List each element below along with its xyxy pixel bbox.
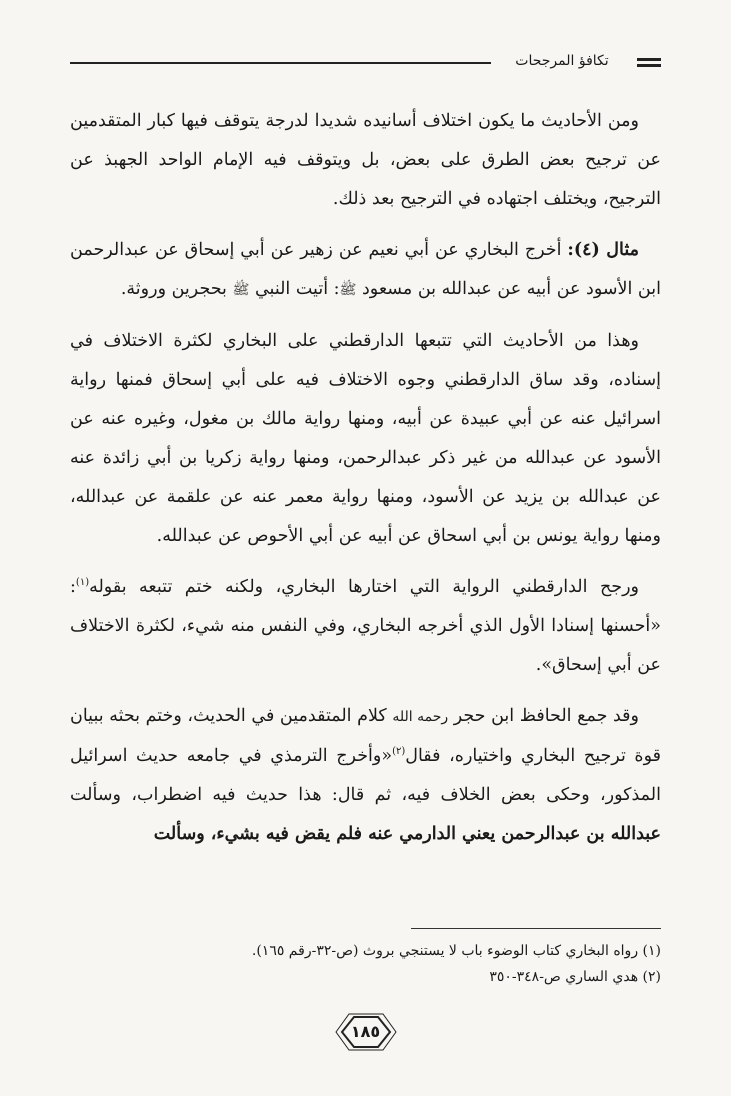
- paragraph-1: ومن الأحاديث ما يكون اختلاف أسانيده شديدا لدرجة يتوقف فيها كبار المتقدمين عن ترجيح بعض الطرق على بعض، بل ويتوقف فيه الإمام الواحد الجهبذ عن الترجيح، ويختلف اجتهاده في الترجيح بعد ذلك.: [70, 111, 661, 209]
- honorific-glyph: ﷺ: [339, 282, 357, 298]
- paragraph-4-text-b: : «أحسنها إسنادا الأول الذي أخرجه البخاري، وفي النفس منه شيء، لكثرة الاختلاف عن أبي إسحاق».: [70, 577, 661, 675]
- footnote-1: (١) رواه البخاري كتاب الوضوء باب لا يستنجي بروث (ص-٣٢-رقم ١٦٥).: [251, 943, 661, 959]
- paragraph-2-text-a: أخرج البخاري عن أبي نعيم عن زهير عن أبي إسحاق عن عبدالرحمن ابن الأسود عن أبيه عن عبدالله بن مسعود: [70, 240, 661, 299]
- page-number-ornament: [334, 1012, 398, 1052]
- footnote-separator: [411, 928, 661, 929]
- paragraph-3: وهذا من الأحاديث التي تتبعها الدارقطني على البخاري لكثرة الاختلاف في إسناده، وقد ساق الدارقطني وجوه الاختلاف فيه على أبي إسحاق فمنها رواية اسرائيل عنه عن أبي عبيدة عن أبيه، ومنها رواية مالك بن مغول، وغيره عنه عن الأسود عن عبدالله من غير ذكر عبدالرحمن، ومنها رواية زكريا بن أبي زائدة عنه عن عبدالله بن يزيد عن الأسود، ومنها رواية معمر عنه عن علقمة عن عبدالله، ومنها رواية يونس بن أبي اسحاق عن أبيه عن أبي الأحوص عن عبدالله.: [70, 331, 661, 546]
- paragraph-2-text-b: : أتيت النبي: [249, 279, 340, 299]
- paragraph-5-bold-text: عبدالله بن عبدالرحمن يعني الدارمي عنه فلم يقض فيه بشيء، وسألت: [153, 824, 661, 844]
- running-header: [70, 48, 661, 76]
- header-ornament-rule: [637, 64, 661, 67]
- page-number: ١٨٥: [350, 1022, 381, 1041]
- honorific-glyph: ﷺ: [232, 282, 250, 298]
- paragraph-5-text-b: كلام المتقدمين في الحديث، وختم بحثه ببيان قوة ترجيح البخاري واختياره، فقال: [70, 706, 662, 766]
- paragraph-2: [70, 231, 661, 310]
- running-title: تكافؤ المرجحات: [515, 53, 609, 69]
- footnote-ref-1[interactable]: (١): [75, 577, 90, 589]
- honorific-glyph: رحمه الله: [392, 709, 449, 725]
- footnote-2: (٢) هدي الساري ص-٣٤٨-٣٥٠: [489, 969, 661, 985]
- body-text: [70, 102, 661, 866]
- paragraph-4: [70, 568, 661, 685]
- paragraph-5: [70, 697, 661, 854]
- paragraph-5-text-c: «وأخرج الترمذي في جامعه حديث اسرائيل المذكور، وحكى بعض الخلاف فيه، ثم قال: هذا حديث فيه اضطراب، وسألت: [70, 746, 661, 805]
- footnote-ref-2[interactable]: (٢): [392, 746, 406, 758]
- footnotes: [70, 938, 661, 990]
- example-label: مثال (٤):: [567, 240, 639, 260]
- header-rule: [70, 62, 491, 64]
- paragraph-2-text-c: بحجرين وروثة.: [120, 279, 233, 299]
- paragraph-4-text-a: ورجح الدارقطني الرواية التي اختارها البخاري، ولكنه ختم تتبعه بقوله: [89, 577, 639, 597]
- header-ornament-rule: [637, 58, 661, 61]
- paragraph-5-text-a: وقد جمع الحافظ ابن حجر: [448, 706, 639, 726]
